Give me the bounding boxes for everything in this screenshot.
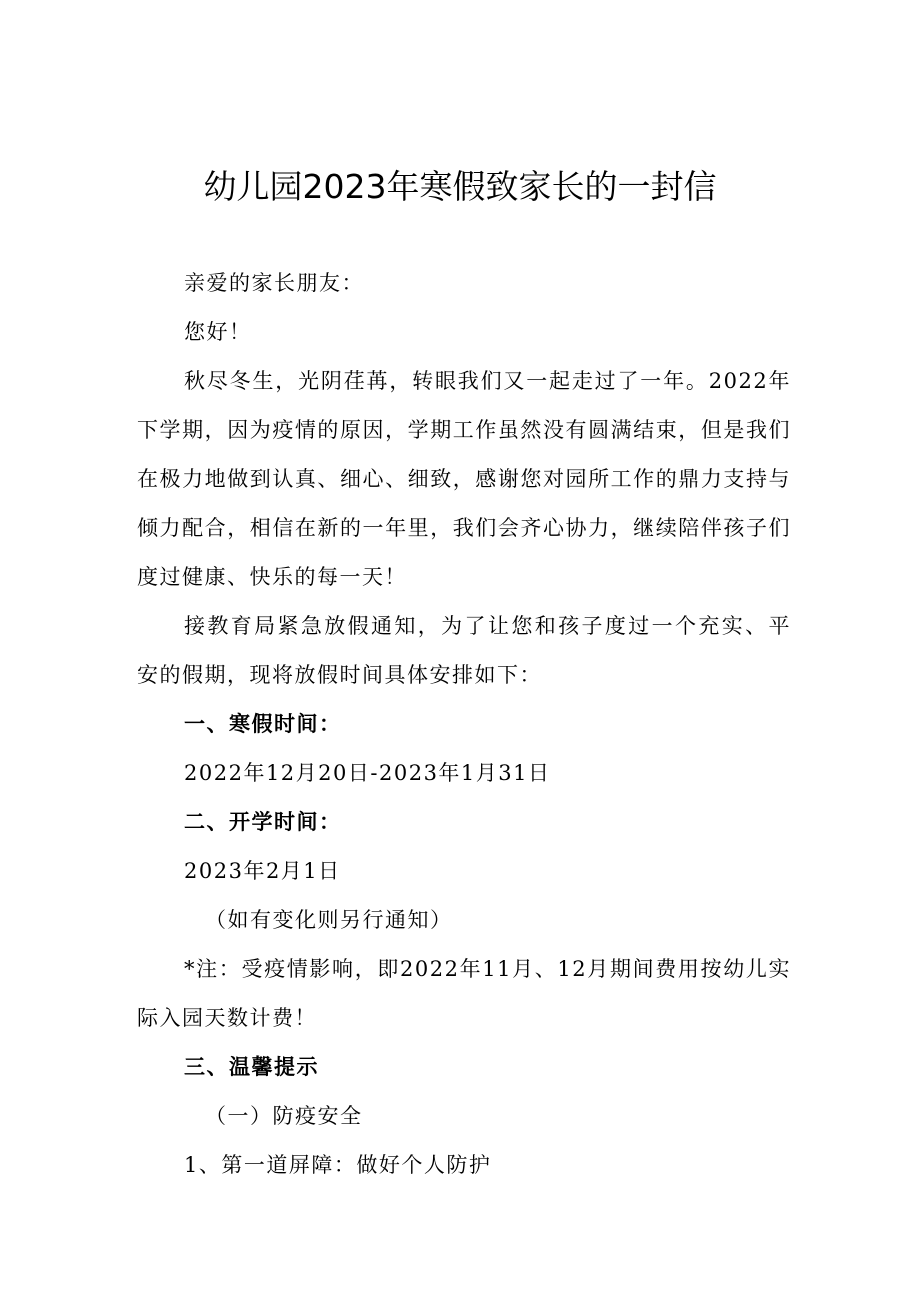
change-note: （如有变化则另行通知） xyxy=(205,908,453,932)
section-heading-tips: 三、温馨提示 xyxy=(184,1055,319,1079)
subheading-epidemic-safety: （一）防疫安全 xyxy=(205,1104,363,1128)
greeting: 亲爱的家长朋友： xyxy=(184,271,364,295)
section-heading-holiday: 一、寒假时间： xyxy=(184,712,342,736)
paragraph-notice: 接教育局紧急放假通知，为了让您和孩子度过一个充实、平安的假期，现将放假时间具体安排如下： xyxy=(137,614,791,687)
holiday-dates: 2022年12月20日-2023年1月31日 xyxy=(184,761,551,785)
document-title: 幼儿园2023年寒假致家长的一封信 xyxy=(203,167,717,206)
paragraph-intro: 秋尽冬生，光阴荏苒，转眼我们又一起走过了一年。2022年下学期，因为疫情的原因，学期工作虽然没有圆满结束，但是我们在极力地做到认真、细心、细致，感谢您对园所工作的鼎力支持与倾力配合，相信在新的一年里，我们会齐心协力，继续陪伴孩子们度过健康、快乐的每一天！ xyxy=(137,369,791,589)
section-heading-school-start: 二、开学时间： xyxy=(184,810,342,834)
fee-note: *注：受疫情影响，即2022年11月、12月期间费用按幼儿实际入园天数计费！ xyxy=(137,957,791,1030)
school-start-date: 2023年2月1日 xyxy=(184,859,341,883)
letter-body xyxy=(137,259,791,1190)
hello-line: 您好！ xyxy=(184,320,252,344)
tip-item-1: 1、第一道屏障：做好个人防护 xyxy=(184,1153,492,1177)
